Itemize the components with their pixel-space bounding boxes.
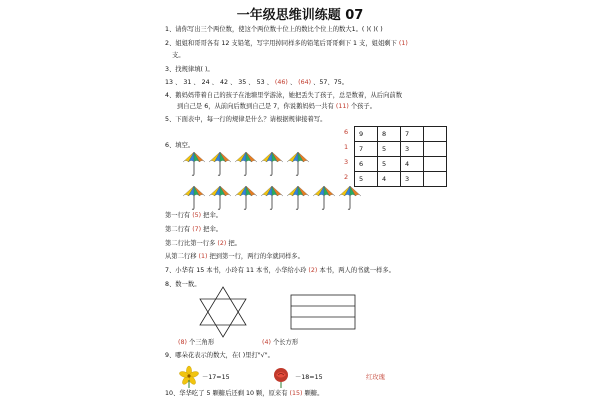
question-3-answer-2: (64) xyxy=(298,79,312,86)
star-figure xyxy=(198,286,248,338)
question-4-answer: (11) xyxy=(335,103,349,110)
table-cell xyxy=(424,142,447,157)
umbrella-icon xyxy=(287,152,309,175)
question-3-suffix: 、57、75。 xyxy=(313,79,349,86)
question-8: 8、数一数。 xyxy=(165,281,201,288)
question-7 xyxy=(165,267,395,275)
question-7-text: 7、小华有 15 本书，小玲有 11 本书，小华给小玲 xyxy=(165,267,307,274)
rose-flower-icon xyxy=(270,366,292,388)
umbrella-icon xyxy=(209,152,231,175)
question-3-answer-1: (46) xyxy=(274,79,288,86)
rectangle-count: (4) xyxy=(262,339,271,346)
grid-side-number: 2 xyxy=(344,173,349,181)
question-3-sequence xyxy=(165,79,348,87)
question-5: 5、下面表中，每一行的规律是什么？请根据规律接着写。 xyxy=(165,116,327,123)
umbrella-icon xyxy=(209,186,231,209)
triangle-label: 个三角形 xyxy=(188,339,215,346)
table-cell: 9 xyxy=(355,127,378,142)
question-1: 1、请你写出三个两位数，使这个两位数十位上的数比个位上的数大1。( )( )( ) xyxy=(165,26,383,33)
umbrella-icon xyxy=(261,186,283,209)
fill-text: 第二行有 xyxy=(165,226,191,233)
grid-side-number: 1 xyxy=(344,143,349,151)
fill-answer: (7) xyxy=(192,226,202,233)
star-triangle-down xyxy=(200,299,246,337)
question-10 xyxy=(165,390,323,398)
table-cell xyxy=(424,127,447,142)
table-cell: 6 xyxy=(355,157,378,172)
outer-rectangle xyxy=(291,295,355,329)
table-cell: 8 xyxy=(378,127,401,142)
table-cell xyxy=(424,157,447,172)
fill-line-4 xyxy=(165,253,304,261)
question-4-end: 个孩子。 xyxy=(350,103,377,110)
fill-answer: (5) xyxy=(192,212,202,219)
fill-line-2 xyxy=(165,226,222,234)
page-title: 一年级思维训练题 07 xyxy=(236,8,364,23)
rose-equation: －18=15 xyxy=(295,374,323,381)
umbrella-row-2 xyxy=(183,184,363,214)
table-row xyxy=(355,142,447,157)
question-4-text: 到自己是 6，从前向后数到自己是 7，你说鹅妈妈一共有 xyxy=(177,103,334,110)
q8-rectangle-answer xyxy=(262,339,298,347)
question-3: 3、找规律填( )。 xyxy=(165,66,214,73)
question-2-text: 2、姐姐和哥哥各有 12 支铅笔，写字用掉同样多的铅笔后哥哥剩下 1 支，姐姐剩下 xyxy=(165,40,397,47)
table-cell: 4 xyxy=(378,172,401,187)
umbrella-icon xyxy=(261,152,283,175)
question-4-line1: 4、鹅妈妈带着自己的孩子在池塘里学游泳，她把丢失了孩子，总是数着，从后向前数 xyxy=(165,92,402,99)
question-6: 6、填空。 xyxy=(165,142,195,149)
table-cell: 5 xyxy=(378,157,401,172)
fill-text: 把。 xyxy=(228,240,241,247)
fill-line-1 xyxy=(165,212,222,220)
fill-text: 第一行有 xyxy=(165,212,191,219)
table-cell: 7 xyxy=(401,127,424,142)
table-cell: 7 xyxy=(355,142,378,157)
question-10-answer: (15) xyxy=(289,390,303,397)
table-row xyxy=(355,172,447,187)
table-cell: 3 xyxy=(401,172,424,187)
question-4-line2 xyxy=(177,103,376,111)
fill-text: 第二行比第一行多 xyxy=(165,240,216,247)
fill-line-3 xyxy=(165,240,241,248)
rose-label: 红玫瑰 xyxy=(366,374,385,381)
table-cell: 3 xyxy=(401,142,424,157)
umbrella-icon xyxy=(287,186,309,209)
question-3-sep: 、 xyxy=(289,79,297,86)
fill-text: 从第二行移 xyxy=(165,253,197,260)
question-2-cont: 支。 xyxy=(172,52,185,59)
fill-answer: (1) xyxy=(198,253,208,260)
triangle-count: (8) xyxy=(178,339,187,346)
question-10-text: 10、华华吃了 5 颗糖后还剩 10 颗，原来有 xyxy=(165,390,288,397)
table-cell: 5 xyxy=(355,172,378,187)
question-10-end: 颗糖。 xyxy=(304,390,324,397)
rectangle-label: 个长方形 xyxy=(272,339,299,346)
fill-text: 把到第一行，两行的伞就同样多。 xyxy=(209,253,304,260)
question-7-end: 本书，两人的书就一样多。 xyxy=(319,267,395,274)
fill-answer: (2) xyxy=(217,240,227,247)
umbrella-icon xyxy=(235,152,257,175)
table-row xyxy=(355,157,447,172)
table-row xyxy=(355,127,447,142)
grid-side-number: 6 xyxy=(344,128,349,136)
fill-text: 把伞。 xyxy=(203,212,223,219)
umbrella-icon xyxy=(183,152,205,175)
umbrella-row-1 xyxy=(183,150,323,180)
table-cell xyxy=(424,172,447,187)
question-2-answer: (1) xyxy=(398,40,408,47)
lily-flower-icon xyxy=(178,366,200,388)
question-3-prefix: 13 、 31 、 24 、 42 、 35 、 53 、 xyxy=(165,79,273,86)
lily-equation: －17=15 xyxy=(202,374,230,381)
table-cell: 5 xyxy=(378,142,401,157)
star-triangle-up xyxy=(200,287,246,325)
umbrella-icon xyxy=(313,186,335,209)
grid-side-number: 3 xyxy=(344,158,349,166)
fill-text: 把伞。 xyxy=(203,226,223,233)
rectangle-figure xyxy=(290,294,356,330)
pattern-table xyxy=(354,126,447,187)
question-2 xyxy=(165,40,408,48)
umbrella-icon xyxy=(235,186,257,209)
q8-triangle-answer xyxy=(178,339,214,347)
umbrella-icon xyxy=(183,186,205,209)
umbrella-icon xyxy=(339,186,361,209)
question-7-answer: (2) xyxy=(308,267,318,274)
question-9: 9、哪朵花表示的数大，在( )里打"√"。 xyxy=(165,352,274,359)
table-cell: 4 xyxy=(401,157,424,172)
